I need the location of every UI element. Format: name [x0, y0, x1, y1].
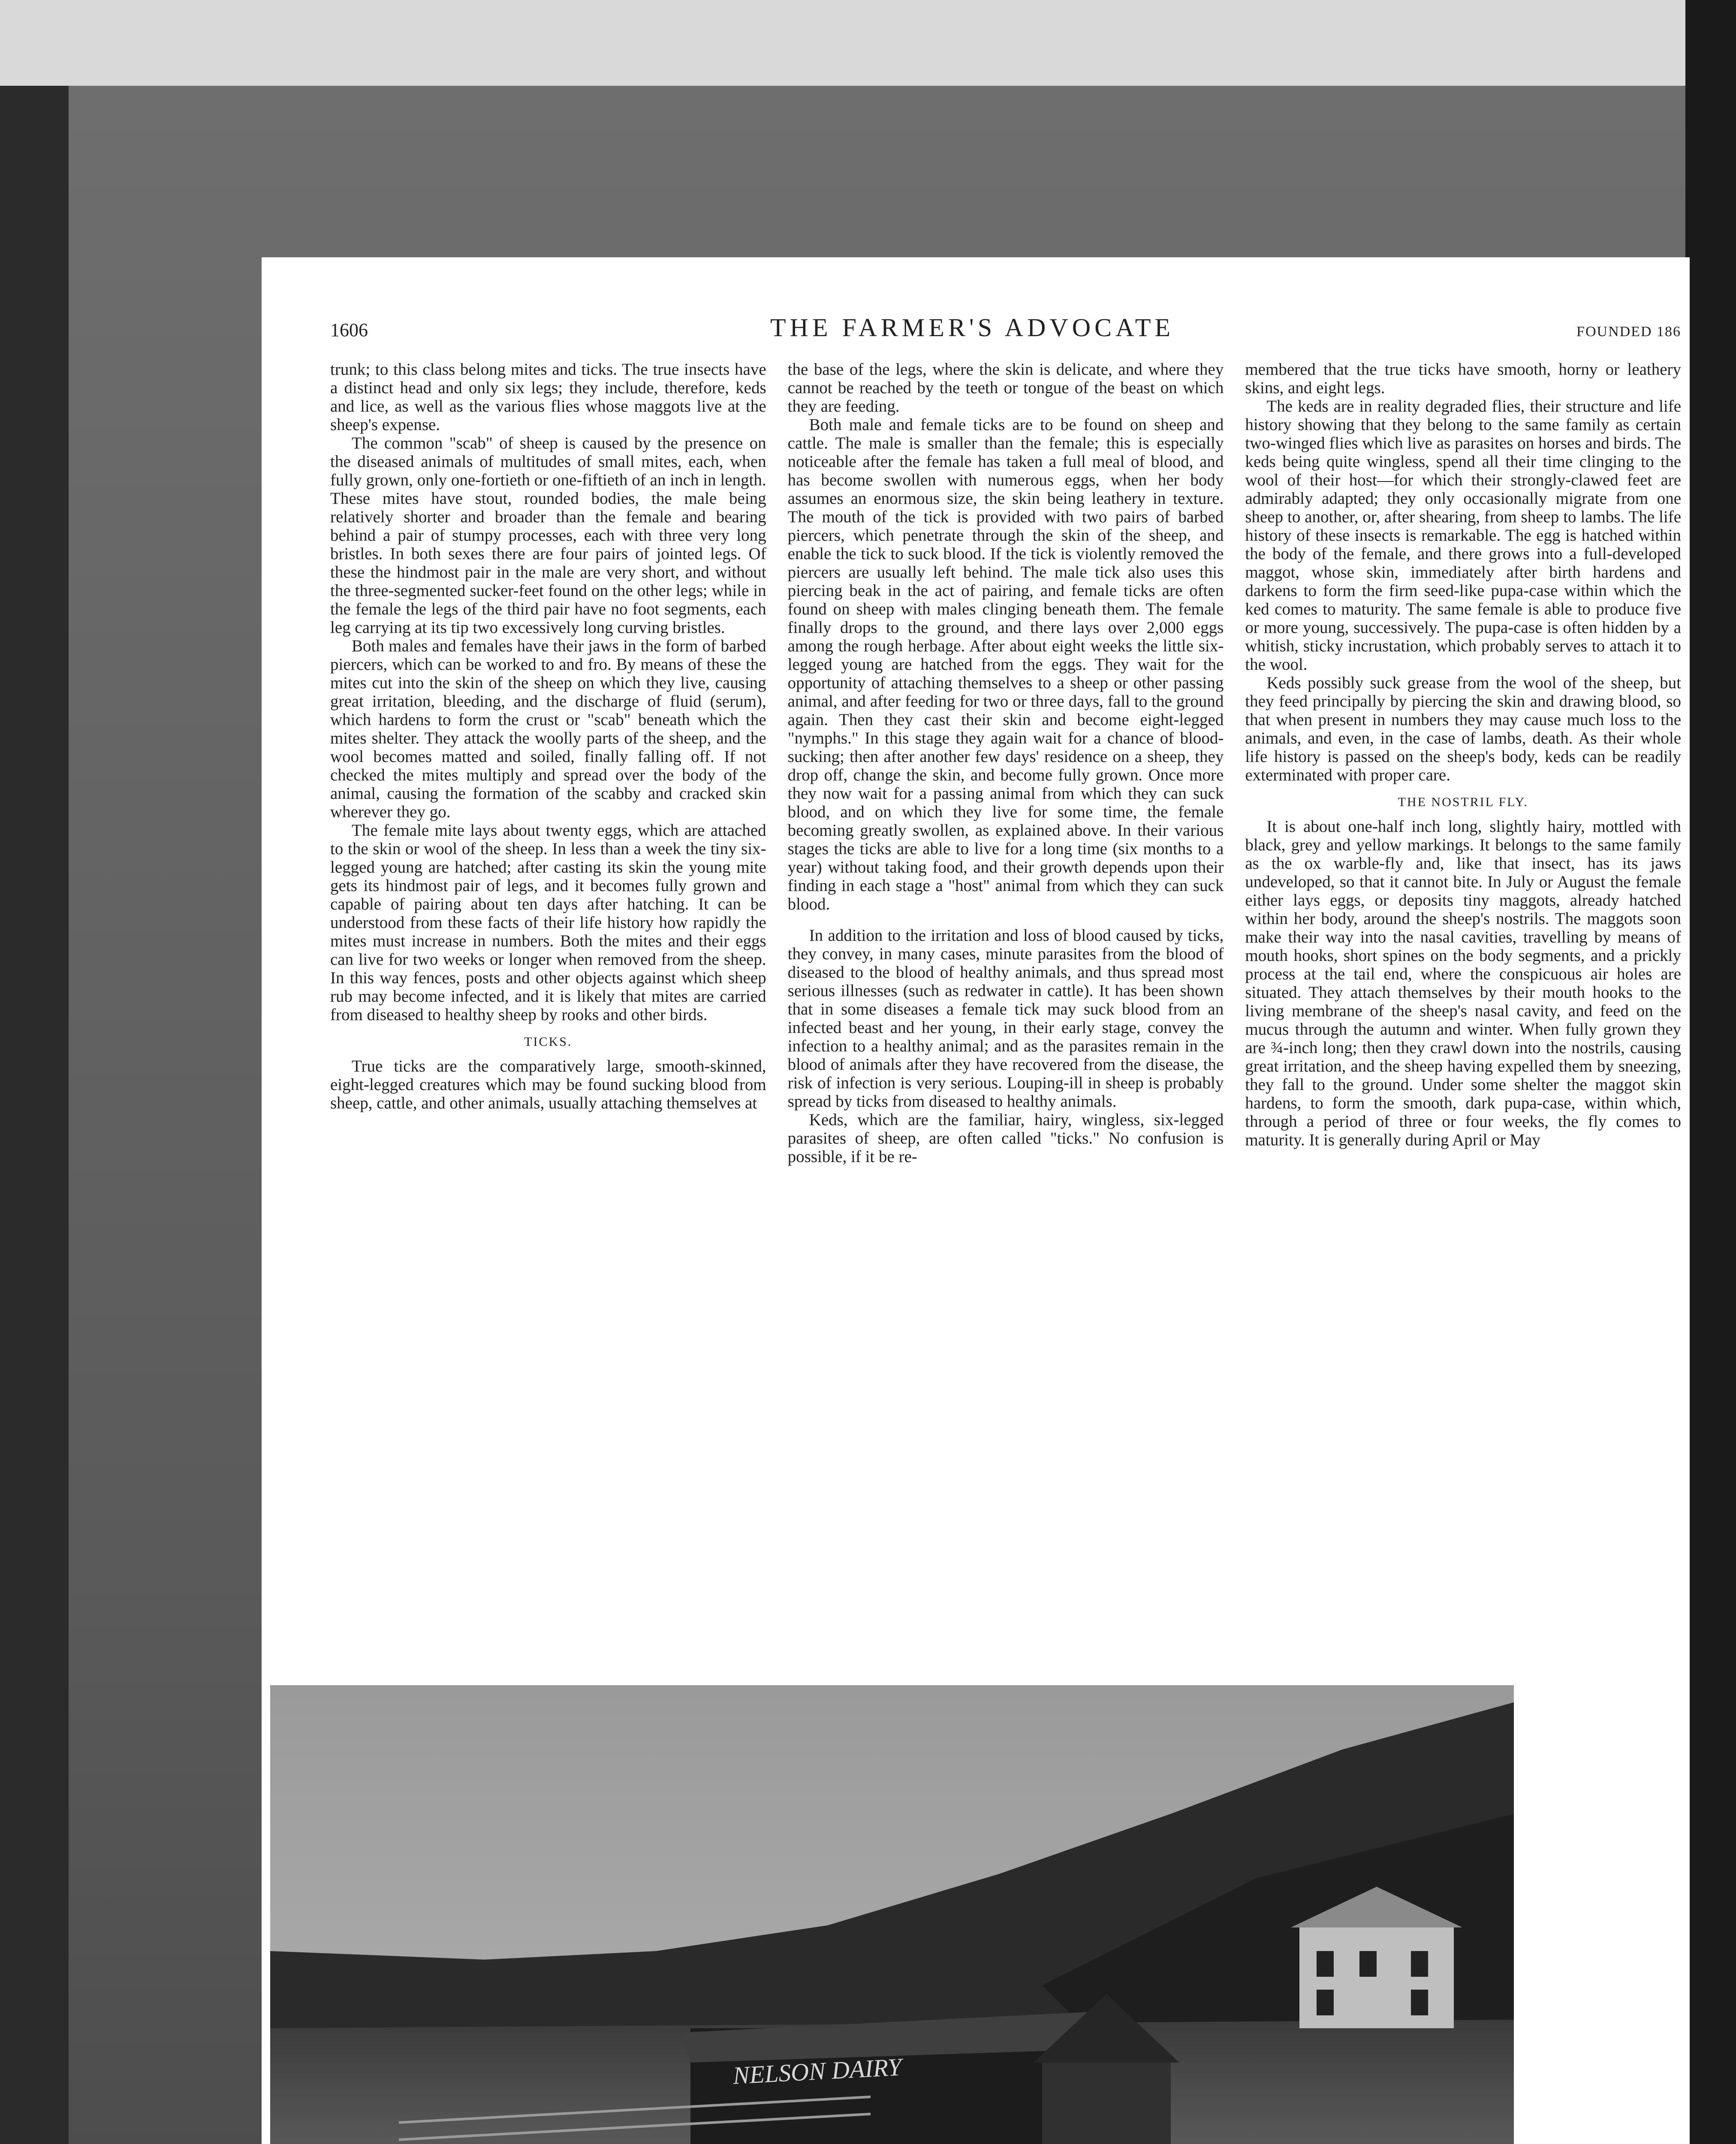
paragraph: In addition to the irritation and loss of blood caused by ticks, they convey, in many cases, minute parasites from the blood of diseased to the blood of healthy animals, and thus spread most serious illnesses (such as redwater in cattle). It has been shown that in some diseases a female tick may suck blood from an infected beast and her young, in their early stage, convey the infection to a healthy animal; and as the parasites remain in the blood of animals after they have recovered from the disease, the risk of infection is very serious. Louping-ill in sheep is probably spread by ticks from diseased to healthy animals. — [787, 926, 1224, 1111]
paragraph: trunk; to this class belong mites and ticks. The true insects have a distinct head and only six legs; they include, therefore, keds and lice, as well as the various flies whose maggots live at the sheep's expense. — [330, 360, 766, 434]
founded-label: FOUNDED 186 — [1576, 324, 1681, 340]
film-border-right — [1685, 0, 1736, 2144]
paragraph: The keds are in reality degraded flies, their structure and life history showing that they belong to the same family as certain two-winged flies which live as parasites on horses and birds. The keds being quite wingless, spend all their time clinging to the wool of their host—for which their strongly-clawed feet are admirably adapted; they only occasionally migrate from one sheep to another, or, after shearing, from sheep to lambs. The life history of these insects is remarkable. The egg is hatched within the body of the female, and there grows into a full-developed maggot, whose skin, immediately after birth hardens and darkens to form the firm seed-like pupa-case within which the ked comes to maturity. The same female is able to produce five or more young, successively. The pupa-case is often hidden by a whitish, sticky incrustation, which probably serves to attach it to the wool. — [1245, 397, 1682, 674]
column-3 — [1245, 360, 1681, 1544]
dairy-photograph — [270, 1685, 1514, 2144]
dairy-photo-svg — [270, 1685, 1514, 2144]
paragraph: True ticks are the comparatively large, smooth-skinned, eight-legged creatures which may be found sucking blood from sheep, cattle, and other animals, usually attaching themselves at — [330, 1057, 766, 1112]
paragraph: It is about one-half inch long, slightly hairy, mottled with black, grey and yellow markings. It belongs to the same family as the ox warble-fly and, like that insect, has its jaws undeveloped, so that it cannot bite. In July or August the female either lays eggs, or deposits tiny maggots, already hatched within her body, around the sheep's nostrils. The maggots soon make their way into the nasal cavities, travelling by means of mouth hooks, short spines on the body segments, and a prickly process at the tail end, where the conspicuous air holes are situated. They attach themselves by their mouth hooks to the living membrane of the sheep's nasal cavity, and feed on the mucus through the autumn and winter. When fully grown they are ¾-inch long; then they crawl down into the nostrils, causing great irritation, and the sheep having expelled them by sneezing, they fall to the ground. Under some shelter the maggot skin hardens, to form the smooth, dark pupa-case, within which, through a period of three or four weeks, the fly comes to maturity. It is generally during April or May — [1245, 817, 1682, 1149]
film-border-top — [0, 0, 1736, 86]
paragraph: the base of the legs, where the skin is delicate, and where they cannot be reached by the teeth or tongue of the beast on which they are feeding. — [787, 360, 1224, 416]
paragraph: Keds, which are the familiar, hairy, wingless, six-legged parasites of sheep, are often called "ticks." No confusion is possible, if it be re- — [787, 1111, 1224, 1166]
column-2 — [788, 360, 1224, 1544]
article-columns — [330, 360, 1681, 1544]
paragraph: Keds possibly suck grease from the wool of the sheep, but they feed principally by piercing the skin and drawing blood, so that when present in numbers they may cause much loss to the animals, and even, in the case of lambs, death. As their whole life history is passed on the sheep's body, keds can be readily exterminated with proper care. — [1245, 674, 1682, 784]
page-number: 1606 — [330, 319, 368, 340]
masthead-title: THE FARMER'S ADVOCATE — [770, 313, 1175, 342]
paragraph: membered that the true ticks have smooth, horny or leathery skins, and eight legs. — [1245, 360, 1682, 397]
newspaper-page — [262, 257, 1690, 2144]
barn-sign: NELSON DAIRY — [732, 2053, 902, 2090]
page-header — [330, 313, 1681, 343]
column-1 — [330, 360, 766, 1544]
section-heading-ticks: TICKS. — [524, 1035, 573, 1049]
paragraph: Both male and female ticks are to be found on sheep and cattle. The male is smaller than the female; this is especially noticeable after the female has taken a full meal of blood, and has become swollen with numerous eggs, when her body assumes an enormous size, the skin being leathery in texture. The mouth of the tick is provided with two pairs of barbed piercers, which penetrate through the skin of the sheep, and enable the tick to suck blood. If the tick is violently removed the piercers are usually left behind. The male tick also uses this piercing beak in the act of pairing, and female ticks are often found on sheep with males clinging beneath them. The female finally drops to the ground, and there lays over 2,000 eggs among the rough herbage. After about eight weeks the little six-legged young are hatched from the eggs. They wait for the opportunity of attaching themselves to a sheep or other passing animal, and after feeding for two or three days, fall to the ground again. Then they cast their skin and become eight-legged "nymphs." In this stage they again wait for a chance of blood-sucking; then after another few days' residence on a sheep, they drop off, change the skin, and become fully grown. Once more they now wait for a passing animal from which they can suck blood, and on which they live for some time, the female becoming greatly swollen, as explained above. In their various stages the ticks are able to live for a long time (six months to a year) without taking food, and their growth depends upon their finding in each stage a "host" animal from which they can suck blood. — [787, 416, 1224, 913]
paragraph: The common "scab" of sheep is caused by the presence on the diseased animals of multitudes of small mites, each, when fully grown, only one-fortieth or one-fiftieth of an inch in length. These mites have stout, rounded bodies, the male being relatively shorter and broader than the female and bearing behind a pair of stumpy processes, each with three very long bristles. In both sexes there are four pairs of jointed legs. Of these the hindmost pair in the male are very short, and without the three-segmented sucker-feet found on the other legs; while in the female the legs of the third pair have no foot segments, each leg carrying at its tip two excessively long curving bristles. — [330, 434, 766, 637]
paragraph: The female mite lays about twenty eggs, which are attached to the skin or wool of the sheep. In less than a week the tiny six-legged young are hatched; after casting its skin the young mite gets its hindmost pair of legs, and it becomes fully grown and capable of pairing about ten days after hatching. It can be understood from these facts of their life history how rapidly the mites must increase in numbers. Both the mites and their eggs can live for two weeks or longer when removed from the sheep. In this way fences, posts and other objects against which sheep rub may become infected, and it is likely that mites are carried from diseased to healthy sheep by rooks and other birds. — [330, 821, 766, 1024]
section-heading-nostril-fly: THE NOSTRIL FLY. — [1398, 795, 1528, 809]
paragraph: Both males and females have their jaws in the form of barbed piercers, which can be worked to and fro. By means of these the mites cut into the skin of the sheep on which they live, causing great irritation, bleeding, and the discharge of fluid (serum), which hardens to form the crust or "scab" beneath which the mites shelter. They attack the woolly parts of the sheep, and the wool becomes matted and soiled, finally falling off. If not checked the mites multiply and spread over the body of the animal, causing the formation of the scabby and cracked skin wherever they go. — [330, 637, 766, 821]
